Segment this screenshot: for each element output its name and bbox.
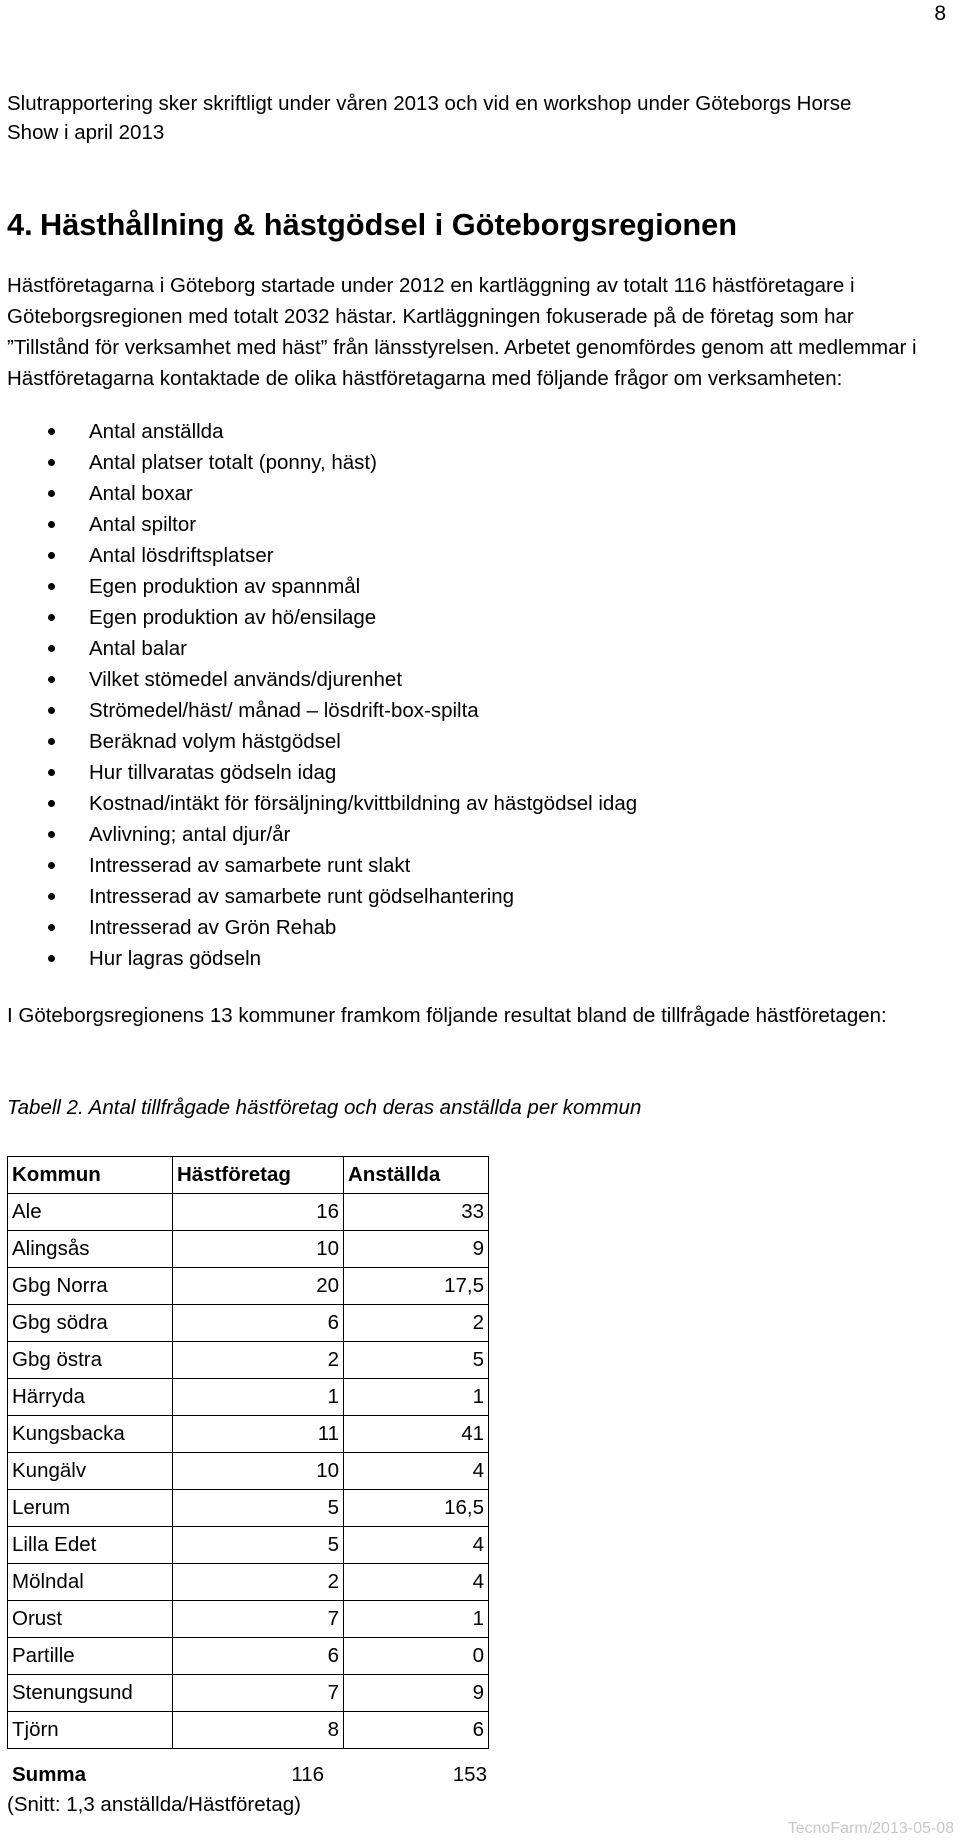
list-item: Antal platser totalt (ponny, häst) [0,447,637,478]
bullet-icon [48,676,55,683]
list-item: Avlivning; antal djur/år [0,819,637,850]
list-item: Kostnad/intäkt för försäljning/kvittbildning av hästgödsel idag [0,788,637,819]
bullet-icon [48,831,55,838]
table-row: Lilla Edet 5 4 [8,1527,489,1564]
sum-label: Summa [12,1763,87,1786]
table-row: Härryda 1 1 [8,1379,489,1416]
sum-companies: 116 [291,1763,324,1786]
list-item: Egen produktion av hö/ensilage [0,602,637,633]
table-row: Gbg östra 2 5 [8,1342,489,1379]
list-item: Hur lagras gödseln [0,943,637,974]
page-number: 8 [934,2,946,25]
table-row: Stenungsund 7 9 [8,1675,489,1712]
table-row: Gbg södra 6 2 [8,1305,489,1342]
list-item: Intresserad av Grön Rehab [0,912,637,943]
table-row: Lerum 5 16,5 [8,1490,489,1527]
list-item: Antal spiltor [0,509,637,540]
bullet-icon [48,490,55,497]
intro-paragraph: Slutrapportering sker skriftligt under våren 2013 och vid en workshop under Göteborgs Horse Show i april 2013 [7,92,852,144]
survey-paragraph: Hästföretagarna i Göteborg startade under 2012 en kartläggning av totalt 116 hästföretagare i Göteborgsregionen med totalt 2032 hästar. Kartläggningen fokuserade på de företag som har ”Tillstånd för verksamhet med häst” från länsstyrelsen. Arbetet genomfördes genom att medlemmar i Hästföretagarna kontaktade de olika hästföretagarna med följande frågor om verksamheten: [7,274,917,390]
municipality-table [7,1156,489,1749]
bullet-icon [48,893,55,900]
bullet-icon [48,862,55,869]
list-item: Vilket stömedel används/djurenhet [0,664,637,695]
bullet-icon [48,955,55,962]
average-note: (Snitt: 1,3 anställda/Hästföretag) [7,1793,301,1816]
table-caption: Tabell 2. Antal tillfrågade hästföretag och deras anställda per kommun [7,1096,642,1119]
table-header-row [8,1157,489,1194]
list-item: Egen produktion av spannmål [0,571,637,602]
section-number: 4. [7,207,33,242]
bullet-icon [48,645,55,652]
table-row: Alingsås 10 9 [8,1231,489,1268]
sum-employees: 153 [452,1763,487,1786]
table-row: Mölndal 2 4 [8,1564,489,1601]
bullet-icon [48,707,55,714]
list-item: Strömedel/häst/ månad – lösdrift-box-spilta [0,695,637,726]
bullet-icon [48,738,55,745]
list-item: Antal balar [0,633,637,664]
section-heading [7,207,738,242]
table-row: Orust 7 1 [8,1601,489,1638]
bullet-icon [48,769,55,776]
table-row: Partille 6 0 [8,1638,489,1675]
column-header-hastforetag: Hästföretag [173,1157,344,1194]
bullet-icon [48,583,55,590]
list-item: Beräknad volym hästgödsel [0,726,637,757]
list-item: Intresserad av samarbete runt slakt [0,850,637,881]
list-item: Antal anställda [0,416,637,447]
list-item: Antal lösdriftsplatser [0,540,637,571]
bullet-icon [48,552,55,559]
column-header-kommun: Kommun [8,1157,173,1194]
list-item: Hur tillvaratas gödseln idag [0,757,637,788]
table-row: Ale 16 33 [8,1194,489,1231]
section-title: Hästhållning & hästgödsel i Göteborgsregionen [40,207,738,242]
footer-stamp: TecnoFarm/2013-05-08 [787,1820,954,1837]
sum-row [7,1760,487,1790]
table-row: Kungsbacka 11 41 [8,1416,489,1453]
table-row: Kungälv 10 4 [8,1453,489,1490]
list-item: Intresserad av samarbete runt gödselhantering [0,881,637,912]
table-row: Gbg Norra 20 17,5 [8,1268,489,1305]
bullet-icon [48,428,55,435]
list-item: Antal boxar [0,478,637,509]
bullet-icon [48,800,55,807]
column-header-anstallda: Anställda [344,1157,489,1194]
results-intro: I Göteborgsregionens 13 kommuner framkom följande resultat bland de tillfrågade hästföretagen: [7,1004,887,1027]
table-row: Tjörn 8 6 [8,1712,489,1749]
bullet-icon [48,459,55,466]
question-list [0,416,637,974]
bullet-icon [48,521,55,528]
bullet-icon [48,614,55,621]
bullet-icon [48,924,55,931]
